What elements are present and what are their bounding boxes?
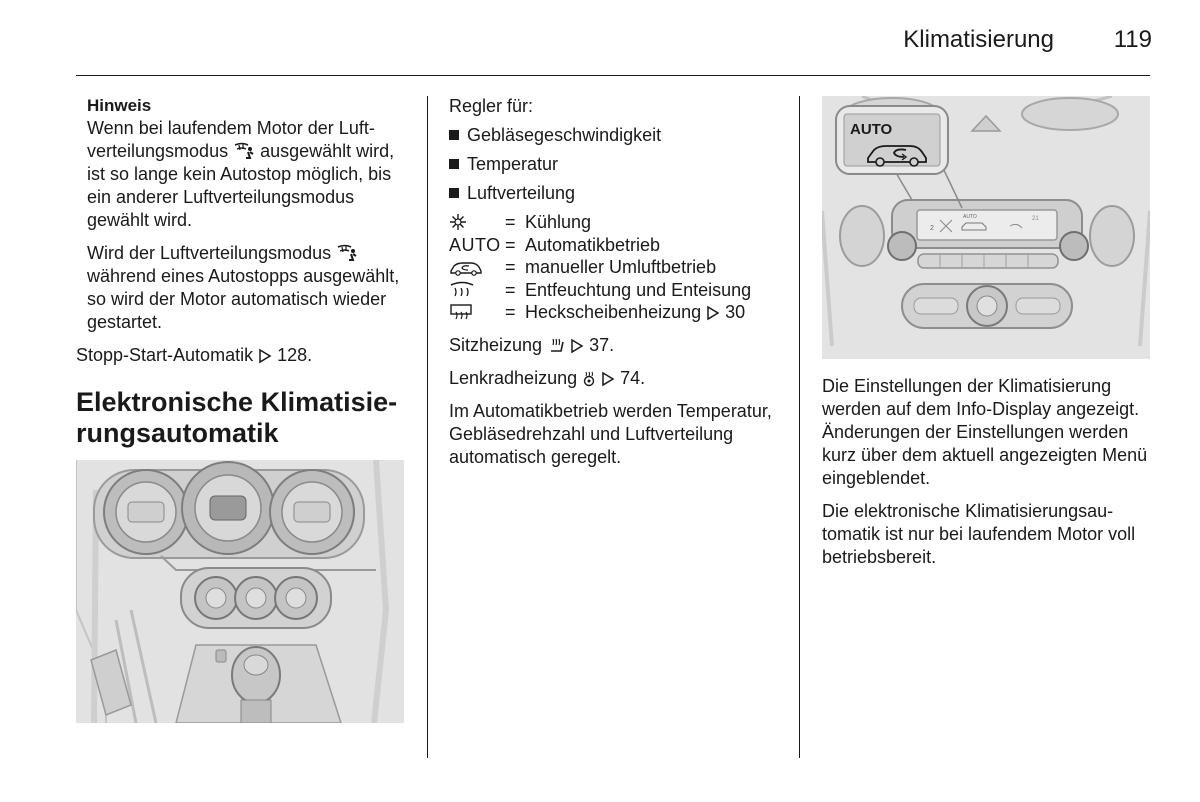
xref-seat-heating: Sitzheizung 37.	[449, 334, 615, 355]
legend-row-cooling: = Kühlung	[449, 211, 779, 234]
display-temperature: 21	[1032, 216, 1039, 222]
seat-heating-icon	[547, 336, 565, 354]
note-paragraph-1: Wenn bei laufendem Motor der Luftverteilungsmodus ausgewählt wird, ist so lange kein Autostop möglich, bis ein anderer Luftverteilungsmodus gewählt wird.	[87, 118, 395, 230]
symbol-legend	[449, 211, 779, 324]
center-console-drawing	[76, 460, 404, 723]
legend-row-auto: AUTO = Automatikbetrieb	[449, 234, 661, 255]
column-middle	[449, 95, 779, 479]
column-right	[822, 375, 1150, 579]
display-fan-level: 2	[930, 225, 934, 232]
bullet-square-icon	[449, 159, 459, 169]
page-reference-arrow-icon	[570, 338, 584, 354]
windshield-airflow-icon	[233, 142, 255, 160]
column-left	[76, 95, 408, 463]
auto-label: AUTO	[449, 234, 501, 255]
controls-intro: Regler für:	[449, 96, 534, 116]
info-display-illustration	[822, 96, 1150, 359]
rear-window-heating-icon	[449, 303, 473, 321]
section-heading: Elektronische Klimatisierungsautomatik	[76, 387, 398, 448]
dehumidify-icon	[449, 281, 475, 299]
page-header-title: Klimatisierung	[903, 26, 1054, 53]
recirculation-icon	[449, 260, 483, 276]
note-paragraph-2: Wird der Luftverteilungsmodus während eines Autostopps ausgewählt, so wird der Motor automatisch wieder gestartet.	[87, 243, 400, 332]
display-settings-paragraph: Die Einstellungen der Klimatisierung werden auf dem Info-Display angezeigt. Änderungen der Einstellungen werden kurz über dem aktuell angezeigten Menü eingeblendet.	[822, 376, 1148, 488]
auto-mode-paragraph: Im Automatikbetrieb werden Temperatur, Gebläsedrehzahl und Luftverteilung automatisch geregelt.	[449, 400, 772, 467]
note-block	[76, 95, 408, 334]
bullet-square-icon	[449, 130, 459, 140]
column-divider-right	[799, 96, 800, 758]
list-item: Temperatur	[449, 153, 779, 176]
header-divider	[76, 75, 1150, 76]
page-number: 119	[1113, 26, 1152, 53]
callout-auto-label: AUTO	[850, 121, 893, 138]
steering-wheel-heating-icon	[582, 371, 596, 387]
center-console-illustration	[76, 460, 404, 723]
page-reference-arrow-icon	[601, 371, 615, 387]
windshield-airflow-icon	[336, 244, 358, 262]
list-item: Luftverteilung	[449, 182, 779, 205]
legend-row-rear-window-heating: = Heckscheibenheizung 30	[449, 301, 779, 324]
page-reference-arrow-icon	[706, 305, 720, 321]
xref-steering-heating: Lenkradheizung 74.	[449, 367, 646, 388]
xref-stop-start: Stopp-Start-Automatik 128.	[76, 345, 313, 365]
legend-row-recirculation: = manueller Umluftbetrieb	[449, 256, 779, 279]
legend-row-dehumidify: = Entfeuchtung und Enteisung	[449, 279, 779, 302]
page-reference-arrow-icon	[258, 348, 272, 364]
list-item: Gebläsegeschwindigkeit	[449, 124, 779, 147]
bullet-square-icon	[449, 188, 459, 198]
info-display-drawing	[822, 96, 1150, 359]
snowflake-icon	[449, 213, 467, 231]
note-title: Hinweis	[87, 96, 152, 115]
engine-running-paragraph: Die elektronische Klimatisierungsautomatik ist nur bei laufendem Motor voll betriebsbereit.	[822, 501, 1136, 567]
column-divider-left	[427, 96, 428, 758]
display-auto-label: AUTO	[963, 214, 977, 220]
